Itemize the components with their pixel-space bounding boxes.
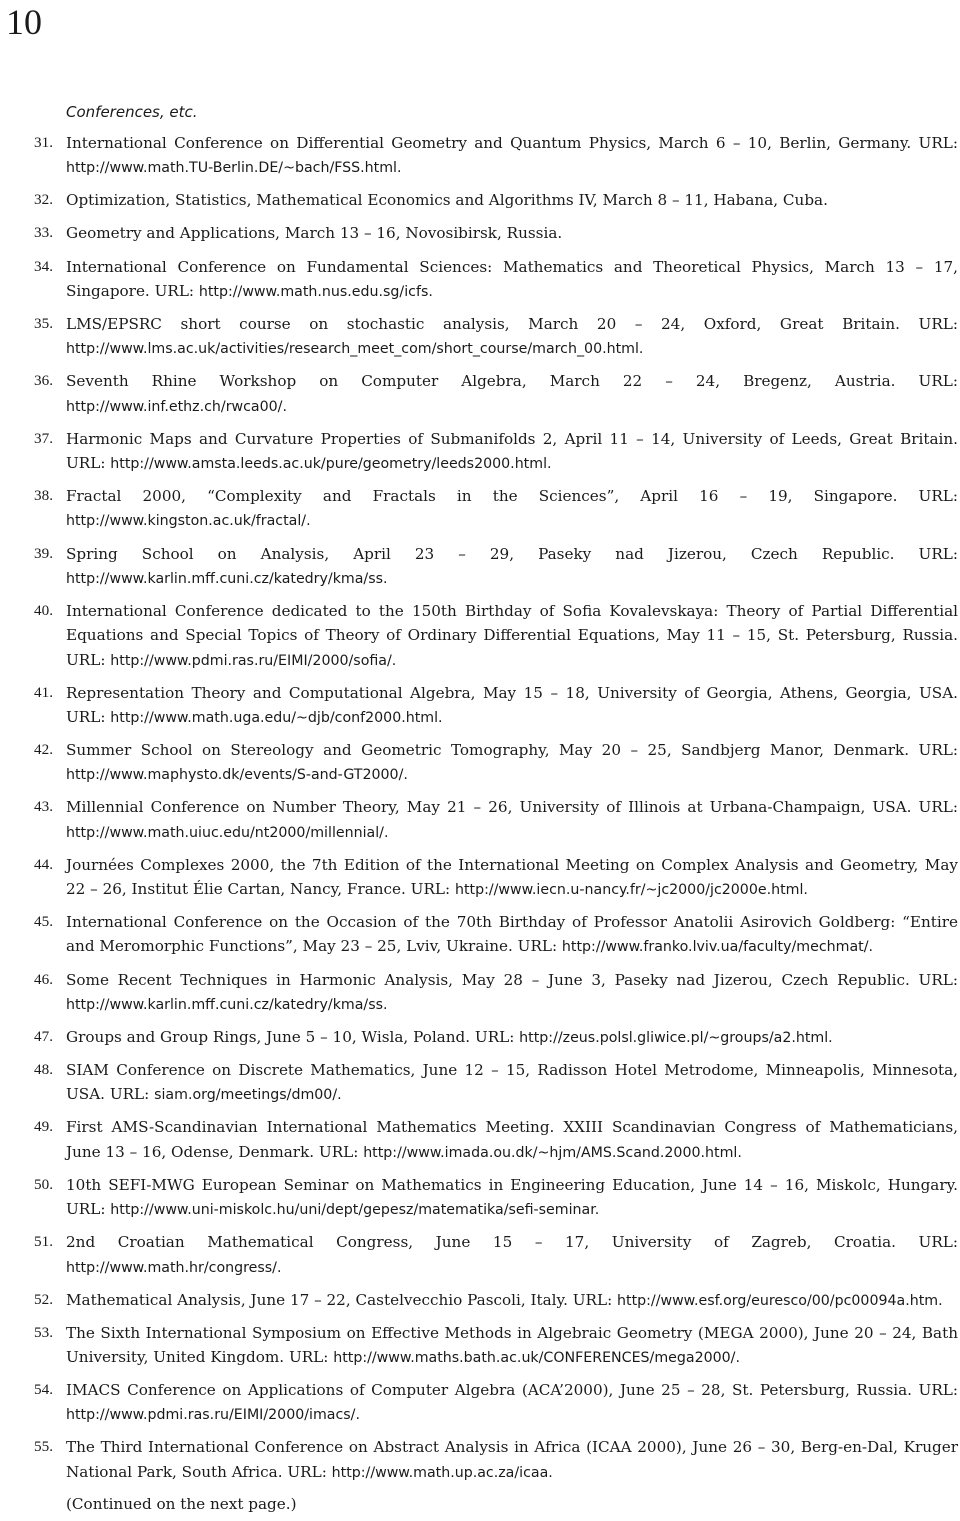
item-number: 43.: [34, 798, 53, 816]
conference-list: [0, 131, 960, 1493]
item-text: Journées Complexes 2000, the 7th Edition of the International Meeting on Complex Analysis and Geometry, May 22 – 26, Institut Élie Cartan, Nancy, France. URL:: [66, 855, 958, 899]
item-number: 41.: [34, 683, 53, 701]
item-number: 54.: [34, 1381, 53, 1399]
item-url[interactable]: http://www.esf.org/euresco/00/pc00094a.htm.: [617, 1292, 943, 1309]
item-url[interactable]: http://www.math.nus.edu.sg/icfs.: [198, 283, 433, 300]
item-url[interactable]: http://www.iecn.u-nancy.fr/~jc2000/jc2000e.html.: [454, 882, 808, 899]
item-url[interactable]: http://www.math.up.ac.za/icaa.: [331, 1464, 553, 1481]
item-text: Some Recent Techniques in Harmonic Analysis, May 28 – June 3, Paseky nad Jizerou, Czech Republic. URL:: [66, 970, 958, 989]
list-item: [0, 1321, 958, 1371]
list-item: [0, 1025, 958, 1050]
list-item: [0, 681, 958, 731]
list-item: [0, 1058, 958, 1108]
item-text: Seventh Rhine Workshop on Computer Algebra, March 22 – 24, Bregenz, Austria. URL:: [66, 372, 958, 391]
item-url[interactable]: http://www.maphysto.dk/events/S-and-GT2000/.: [66, 767, 408, 784]
item-text: International Conference dedicated to the 150th Birthday of Sofia Kovalevskaya: Theory of Partial Differential Equations and Special Topics of Theory of Ordinary Differential Equations, May 11 – 15, St. Petersburg, Russia. URL:: [66, 601, 958, 669]
list-item: [0, 910, 958, 960]
item-url[interactable]: http://www.math.uga.edu/~djb/conf2000.html.: [110, 709, 443, 726]
list-item: [0, 312, 958, 362]
item-number: 35.: [34, 314, 53, 332]
item-url[interactable]: http://www.math.hr/congress/.: [66, 1259, 282, 1276]
list-item: [0, 1288, 958, 1313]
list-item: [0, 738, 958, 788]
item-text: Mathematical Analysis, June 17 – 22, Castelvecchio Pascoli, Italy. URL:: [66, 1290, 618, 1309]
item-number: 34.: [34, 257, 53, 275]
item-text: 2nd Croatian Mathematical Congress, June 15 – 17, University of Zagreb, Croatia. URL:: [66, 1233, 958, 1252]
item-text: Geometry and Applications, March 13 – 16, Novosibirsk, Russia.: [66, 224, 563, 243]
item-text: SIAM Conference on Discrete Mathematics, June 12 – 15, Radisson Hotel Metrodome, Minneapolis, Minnesota, USA. URL:: [66, 1061, 958, 1104]
item-text: Representation Theory and Computational Algebra, May 15 – 18, University of Georgia, Athens, Georgia, USA. URL:: [66, 683, 958, 726]
list-item: [0, 188, 958, 213]
list-item: [0, 853, 958, 903]
list-item: [0, 542, 958, 592]
continued-note: (Continued on the next page.): [66, 1495, 297, 1513]
item-number: 46.: [34, 970, 53, 988]
item-url[interactable]: http://www.math.TU-Berlin.DE/~bach/FSS.html.: [66, 160, 402, 177]
item-url[interactable]: siam.org/meetings/dm00/.: [154, 1087, 342, 1104]
item-url[interactable]: http://www.uni-miskolc.hu/uni/dept/gepesz/matematika/sefi-seminar.: [110, 1202, 600, 1219]
item-text: International Conference on Fundamental Sciences: Mathematics and Theoretical Physics, March 13 – 17, Singapore. URL:: [66, 257, 958, 300]
item-number: 50.: [34, 1175, 53, 1193]
item-number: 45.: [34, 913, 53, 931]
item-text: IMACS Conference on Applications of Computer Algebra (ACA’2000), June 25 – 28, St. Petersburg, Russia. URL:: [66, 1381, 958, 1400]
item-text: 10th SEFI-MWG European Seminar on Mathematics in Engineering Education, June 14 – 16, Miskolc, Hungary. URL:: [66, 1175, 958, 1219]
item-text: Optimization, Statistics, Mathematical Economics and Algorithms IV, March 8 – 11, Habana, Cuba.: [66, 191, 828, 210]
list-item: [0, 484, 958, 534]
list-item: [0, 599, 958, 673]
item-number: 55.: [34, 1438, 53, 1456]
item-text: Summer School on Stereology and Geometric Tomography, May 20 – 25, Sandbjerg Manor, Denmark. URL:: [66, 741, 958, 759]
item-url[interactable]: http://www.pdmi.ras.ru/EIMI/2000/sofia/.: [110, 652, 397, 669]
item-number: 36.: [34, 372, 53, 390]
item-url[interactable]: http://www.pdmi.ras.ru/EIMI/2000/imacs/.: [66, 1407, 360, 1424]
item-text: Harmonic Maps and Curvature Properties of Submanifolds 2, April 11 – 14, University of Leeds, Great Britain. URL:: [66, 429, 958, 473]
item-number: 33.: [34, 224, 53, 242]
item-url[interactable]: http://www.amsta.leeds.ac.uk/pure/geometry/leeds2000.html.: [110, 456, 552, 473]
item-number: 53.: [34, 1323, 53, 1341]
item-url[interactable]: http://www.kingston.ac.uk/fractal/.: [66, 513, 311, 530]
list-item: [0, 795, 958, 845]
item-text: Millennial Conference on Number Theory, May 21 – 26, University of Illinois at Urbana-Champaign, USA. URL:: [66, 798, 958, 817]
item-text: Groups and Group Rings, June 5 – 10, Wisla, Poland. URL:: [66, 1027, 520, 1046]
item-text: International Conference on the Occasion of the 70th Birthday of Professor Anatolii Asirovich Goldberg: “Entire and Meromorphic Functions”, May 23 – 25, Lviv, Ukraine. URL:: [66, 913, 958, 956]
item-number: 52.: [34, 1290, 53, 1308]
item-url[interactable]: http://www.karlin.mff.cuni.cz/katedry/kma/ss.: [66, 996, 388, 1013]
item-text: First AMS-Scandinavian International Mathematics Meeting. XXIII Scandinavian Congress of Mathematicians, June 13 – 16, Odense, Denmark. URL:: [66, 1118, 958, 1161]
list-item: [0, 1378, 958, 1428]
item-number: 44.: [34, 855, 53, 873]
item-number: 51.: [34, 1233, 53, 1251]
item-url[interactable]: http://www.inf.ethz.ch/rwca00/.: [66, 398, 287, 415]
list-item: [0, 131, 958, 181]
item-number: 42.: [34, 741, 53, 758]
item-text: The Third International Conference on Abstract Analysis in Africa (ICAA 2000), June 26 – 30, Berg-en-Dal, Kruger National Park, South Africa. URL:: [66, 1438, 958, 1481]
item-url[interactable]: http://www.lms.ac.uk/activities/research_meet_com/short_course/march_00.html.: [66, 341, 644, 358]
item-url[interactable]: http://zeus.polsl.gliwice.pl/~groups/a2.html.: [519, 1029, 833, 1046]
list-item: [0, 427, 958, 477]
item-text: LMS/EPSRC short course on stochastic analysis, March 20 – 24, Oxford, Great Britain. URL:: [66, 314, 958, 333]
item-number: 32.: [34, 191, 53, 209]
item-number: 49.: [34, 1118, 53, 1136]
item-url[interactable]: http://www.maths.bath.ac.uk/CONFERENCES/mega2000/.: [333, 1350, 740, 1366]
list-item: [0, 221, 958, 246]
item-text: Spring School on Analysis, April 23 – 29, Paseky nad Jizerou, Czech Republic. URL:: [66, 544, 958, 563]
item-url[interactable]: http://www.karlin.mff.cuni.cz/katedry/kma/ss.: [66, 570, 388, 587]
item-number: 39.: [34, 544, 53, 562]
item-number: 47.: [34, 1027, 53, 1045]
item-text: International Conference on Differential Geometry and Quantum Physics, March 6 – 10, Berlin, Germany. URL:: [66, 134, 958, 152]
section-title: Conferences, etc.: [66, 103, 198, 121]
list-item: [0, 1115, 958, 1165]
item-text: The Sixth International Symposium on Effective Methods in Algebraic Geometry (MEGA 2000), June 20 – 24, Bath University, United Kingdom. URL:: [66, 1323, 958, 1366]
item-url[interactable]: http://www.imada.ou.dk/~hjm/AMS.Scand.2000.html.: [363, 1144, 742, 1161]
list-item: [0, 1435, 958, 1485]
item-text: Fractal 2000, “Complexity and Fractals in the Sciences”, April 16 – 19, Singapore. URL:: [66, 487, 958, 506]
item-url[interactable]: http://www.math.uiuc.edu/nt2000/millennial/.: [66, 824, 389, 841]
list-item: [0, 1173, 958, 1223]
item-number: 37.: [34, 429, 53, 447]
page-number: 10: [6, 2, 42, 42]
list-item: [0, 369, 958, 419]
item-url[interactable]: http://www.franko.lviv.ua/faculty/mechmat/.: [561, 939, 873, 956]
list-item: [0, 1230, 958, 1280]
item-number: 48.: [34, 1061, 53, 1079]
list-item: [0, 255, 958, 305]
item-number: 31.: [34, 134, 53, 151]
list-item: [0, 968, 958, 1018]
item-number: 38.: [34, 487, 53, 505]
item-number: 40.: [34, 601, 53, 619]
